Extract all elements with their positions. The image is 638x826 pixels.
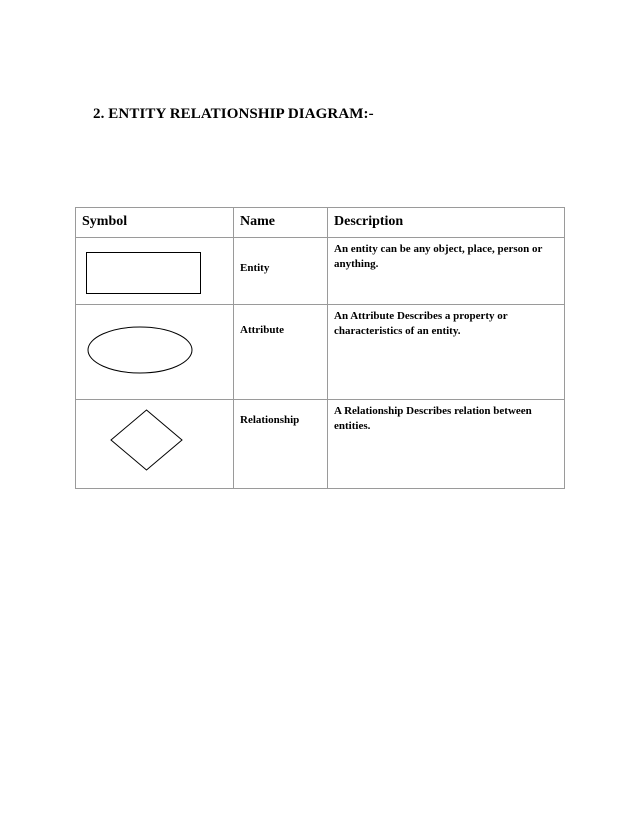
table-row-relationship (76, 400, 565, 489)
header-symbol-cell (76, 208, 234, 238)
table-row-attribute (76, 305, 565, 400)
symbol-cell-entity (76, 238, 234, 305)
entity-name: Entity (240, 262, 270, 274)
name-cell-attribute (234, 305, 328, 400)
description-cell-relationship (328, 400, 565, 489)
attribute-name: Attribute (240, 324, 284, 336)
name-cell-entity (234, 238, 328, 305)
ellipse-icon (76, 305, 234, 399)
relationship-description: A Relationship Describes relation between entities. (334, 405, 532, 432)
table-header-row (76, 208, 565, 238)
relationship-name: Relationship (240, 414, 300, 426)
er-symbols-table (75, 207, 565, 489)
header-name: Name (240, 214, 275, 229)
description-cell-attribute (328, 305, 565, 400)
attribute-description: An Attribute Describes a property or characteristics of an entity. (334, 310, 508, 337)
symbol-cell-attribute (76, 305, 234, 400)
header-symbol: Symbol (82, 214, 128, 229)
header-description: Description (334, 214, 404, 229)
entity-description: An entity can be any object, place, person or anything. (334, 243, 543, 270)
diamond-icon (76, 400, 234, 488)
rectangle-icon (76, 238, 234, 304)
header-name-cell (234, 208, 328, 238)
name-cell-relationship (234, 400, 328, 489)
header-description-cell (328, 208, 565, 238)
symbol-cell-relationship (76, 400, 234, 489)
page-heading: 2. ENTITY RELATIONSHIP DIAGRAM:- (93, 106, 374, 122)
table-row-entity (76, 238, 565, 305)
description-cell-entity (328, 238, 565, 305)
